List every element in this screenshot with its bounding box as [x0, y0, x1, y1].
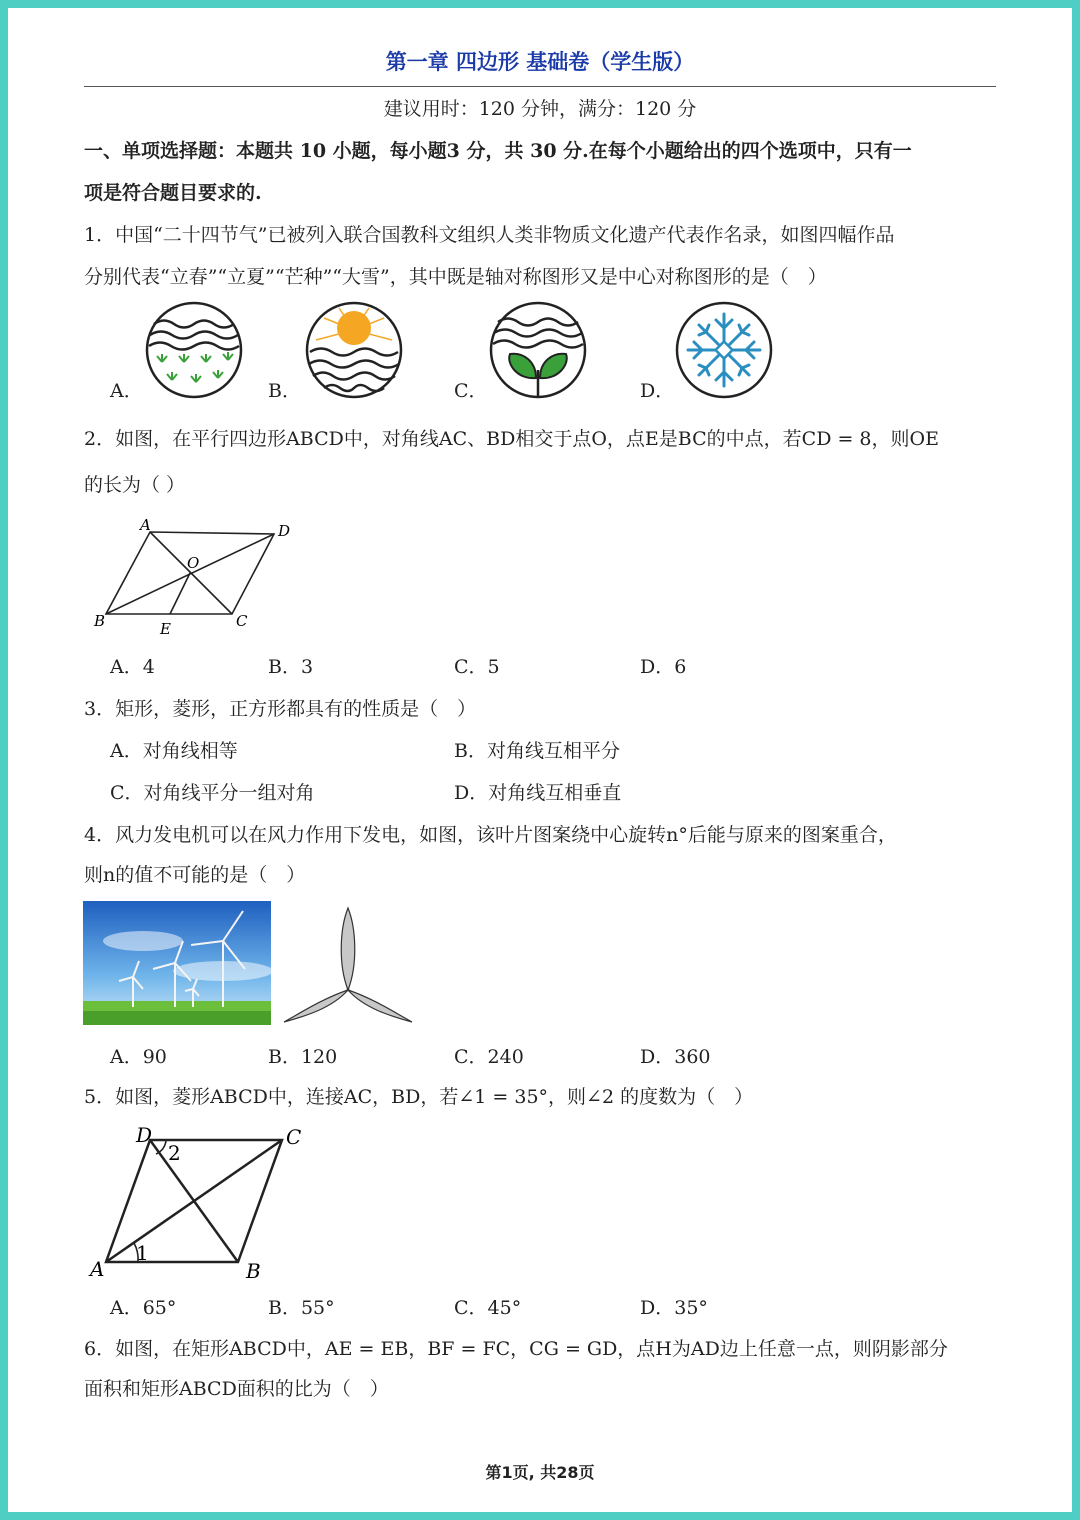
time-info: 建议用时：120 分钟，满分：120 分	[383, 98, 697, 120]
q6-line1: 6．如图，在矩形ABCD中，AE = EB，BF = FC，CG = GD，点H为AD边上任意一点，则阴影部分	[84, 1338, 948, 1360]
q4-line1: 4．风力发电机可以在风力作用下发电，如图，该叶片图案绕中心旋转n°后能与原来的图案重合，	[84, 824, 897, 846]
q4-option-b: B．120	[268, 1046, 338, 1068]
q5-label-d: D	[136, 1123, 153, 1147]
q2-label-o: O	[187, 554, 200, 572]
daxue-figure	[674, 300, 774, 400]
page-number: 第1页, 共28页	[485, 1463, 595, 1482]
q4-option-c: C．240	[454, 1046, 524, 1068]
q5-label-c: C	[286, 1125, 302, 1149]
q2-parallelogram-figure	[88, 516, 308, 636]
q2-label-b: B	[94, 612, 106, 630]
q2-option-c: C．5	[454, 656, 500, 678]
section-heading-line1: 一、单项选择题：本题共 10 小题，每小题3 分，共 30 分.在每个小题给出的四个选项中，只有一	[84, 140, 912, 162]
q5-label-a: A	[90, 1257, 105, 1281]
q1-line2: 分别代表“立春”“立夏”“芒种”“大雪”，其中既是轴对称图形又是中心对称图形的是（ ）	[84, 266, 827, 288]
q2-label-d: D	[278, 522, 291, 540]
title-divider	[84, 86, 996, 87]
q3-line1: 3．矩形，菱形，正方形都具有的性质是（ ）	[84, 698, 477, 720]
wind-turbine-photo	[83, 901, 271, 1025]
q5-angle-1-label: 1	[136, 1241, 149, 1265]
q2-label-e: E	[160, 620, 171, 636]
q4-option-a: A．90	[110, 1046, 167, 1068]
lichun-figure	[144, 300, 244, 400]
page-title: 第一章 四边形 基础卷（学生版）	[385, 50, 695, 74]
q4-option-d: D．360	[640, 1046, 711, 1068]
q5-option-d: D．35°	[640, 1297, 708, 1319]
mangzhong-figure	[488, 300, 588, 400]
q2-option-a: A．4	[110, 656, 155, 678]
q4-line2: 则n的值不可能的是（ ）	[84, 864, 306, 886]
q6-line2: 面积和矩形ABCD面积的比为（ ）	[84, 1378, 389, 1400]
q5-label-b: B	[246, 1259, 261, 1283]
q5-rhombus-figure	[80, 1120, 316, 1290]
q5-option-c: C．45°	[454, 1297, 522, 1319]
q3-option-b: B．对角线互相平分	[454, 740, 620, 762]
q5-option-a: A．65°	[110, 1297, 177, 1319]
turbine-blades-figure	[280, 904, 416, 1028]
q3-option-c: C．对角线平分一组对角	[110, 782, 315, 804]
q5-angle-2-label: 2	[168, 1141, 181, 1165]
q1-option-d-label: D．	[640, 380, 675, 402]
page	[8, 8, 1072, 1512]
section-heading-line2: 项是符合题目要求的.	[84, 182, 262, 204]
q1-option-a-label: A．	[110, 380, 143, 402]
q2-line1: 2．如图，在平行四边形ABCD中，对角线AC、BD相交于点O，点E是BC的中点，若CD = 8，则OE	[84, 428, 939, 450]
q2-option-b: B．3	[268, 656, 314, 678]
lixia-figure	[304, 300, 404, 400]
q1-option-c-label: C．	[454, 380, 488, 402]
q1-line1: 1．中国“二十四节气”已被列入联合国教科文组织人类非物质文化遗产代表作名录，如图四幅作品	[84, 224, 895, 246]
q1-option-b-label: B．	[268, 380, 301, 402]
q5-option-b: B．55°	[268, 1297, 335, 1319]
q3-option-a: A．对角线相等	[110, 740, 238, 762]
q2-line2: 的长为（ ）	[84, 474, 186, 496]
q3-option-d: D．对角线互相垂直	[454, 782, 622, 804]
q2-option-d: D．6	[640, 656, 687, 678]
q2-label-a: A	[140, 516, 151, 534]
q2-label-c: C	[236, 612, 248, 630]
q5-line1: 5．如图，菱形ABCD中，连接AC，BD，若∠1 = 35°，则∠2 的度数为（ ）	[84, 1086, 754, 1108]
